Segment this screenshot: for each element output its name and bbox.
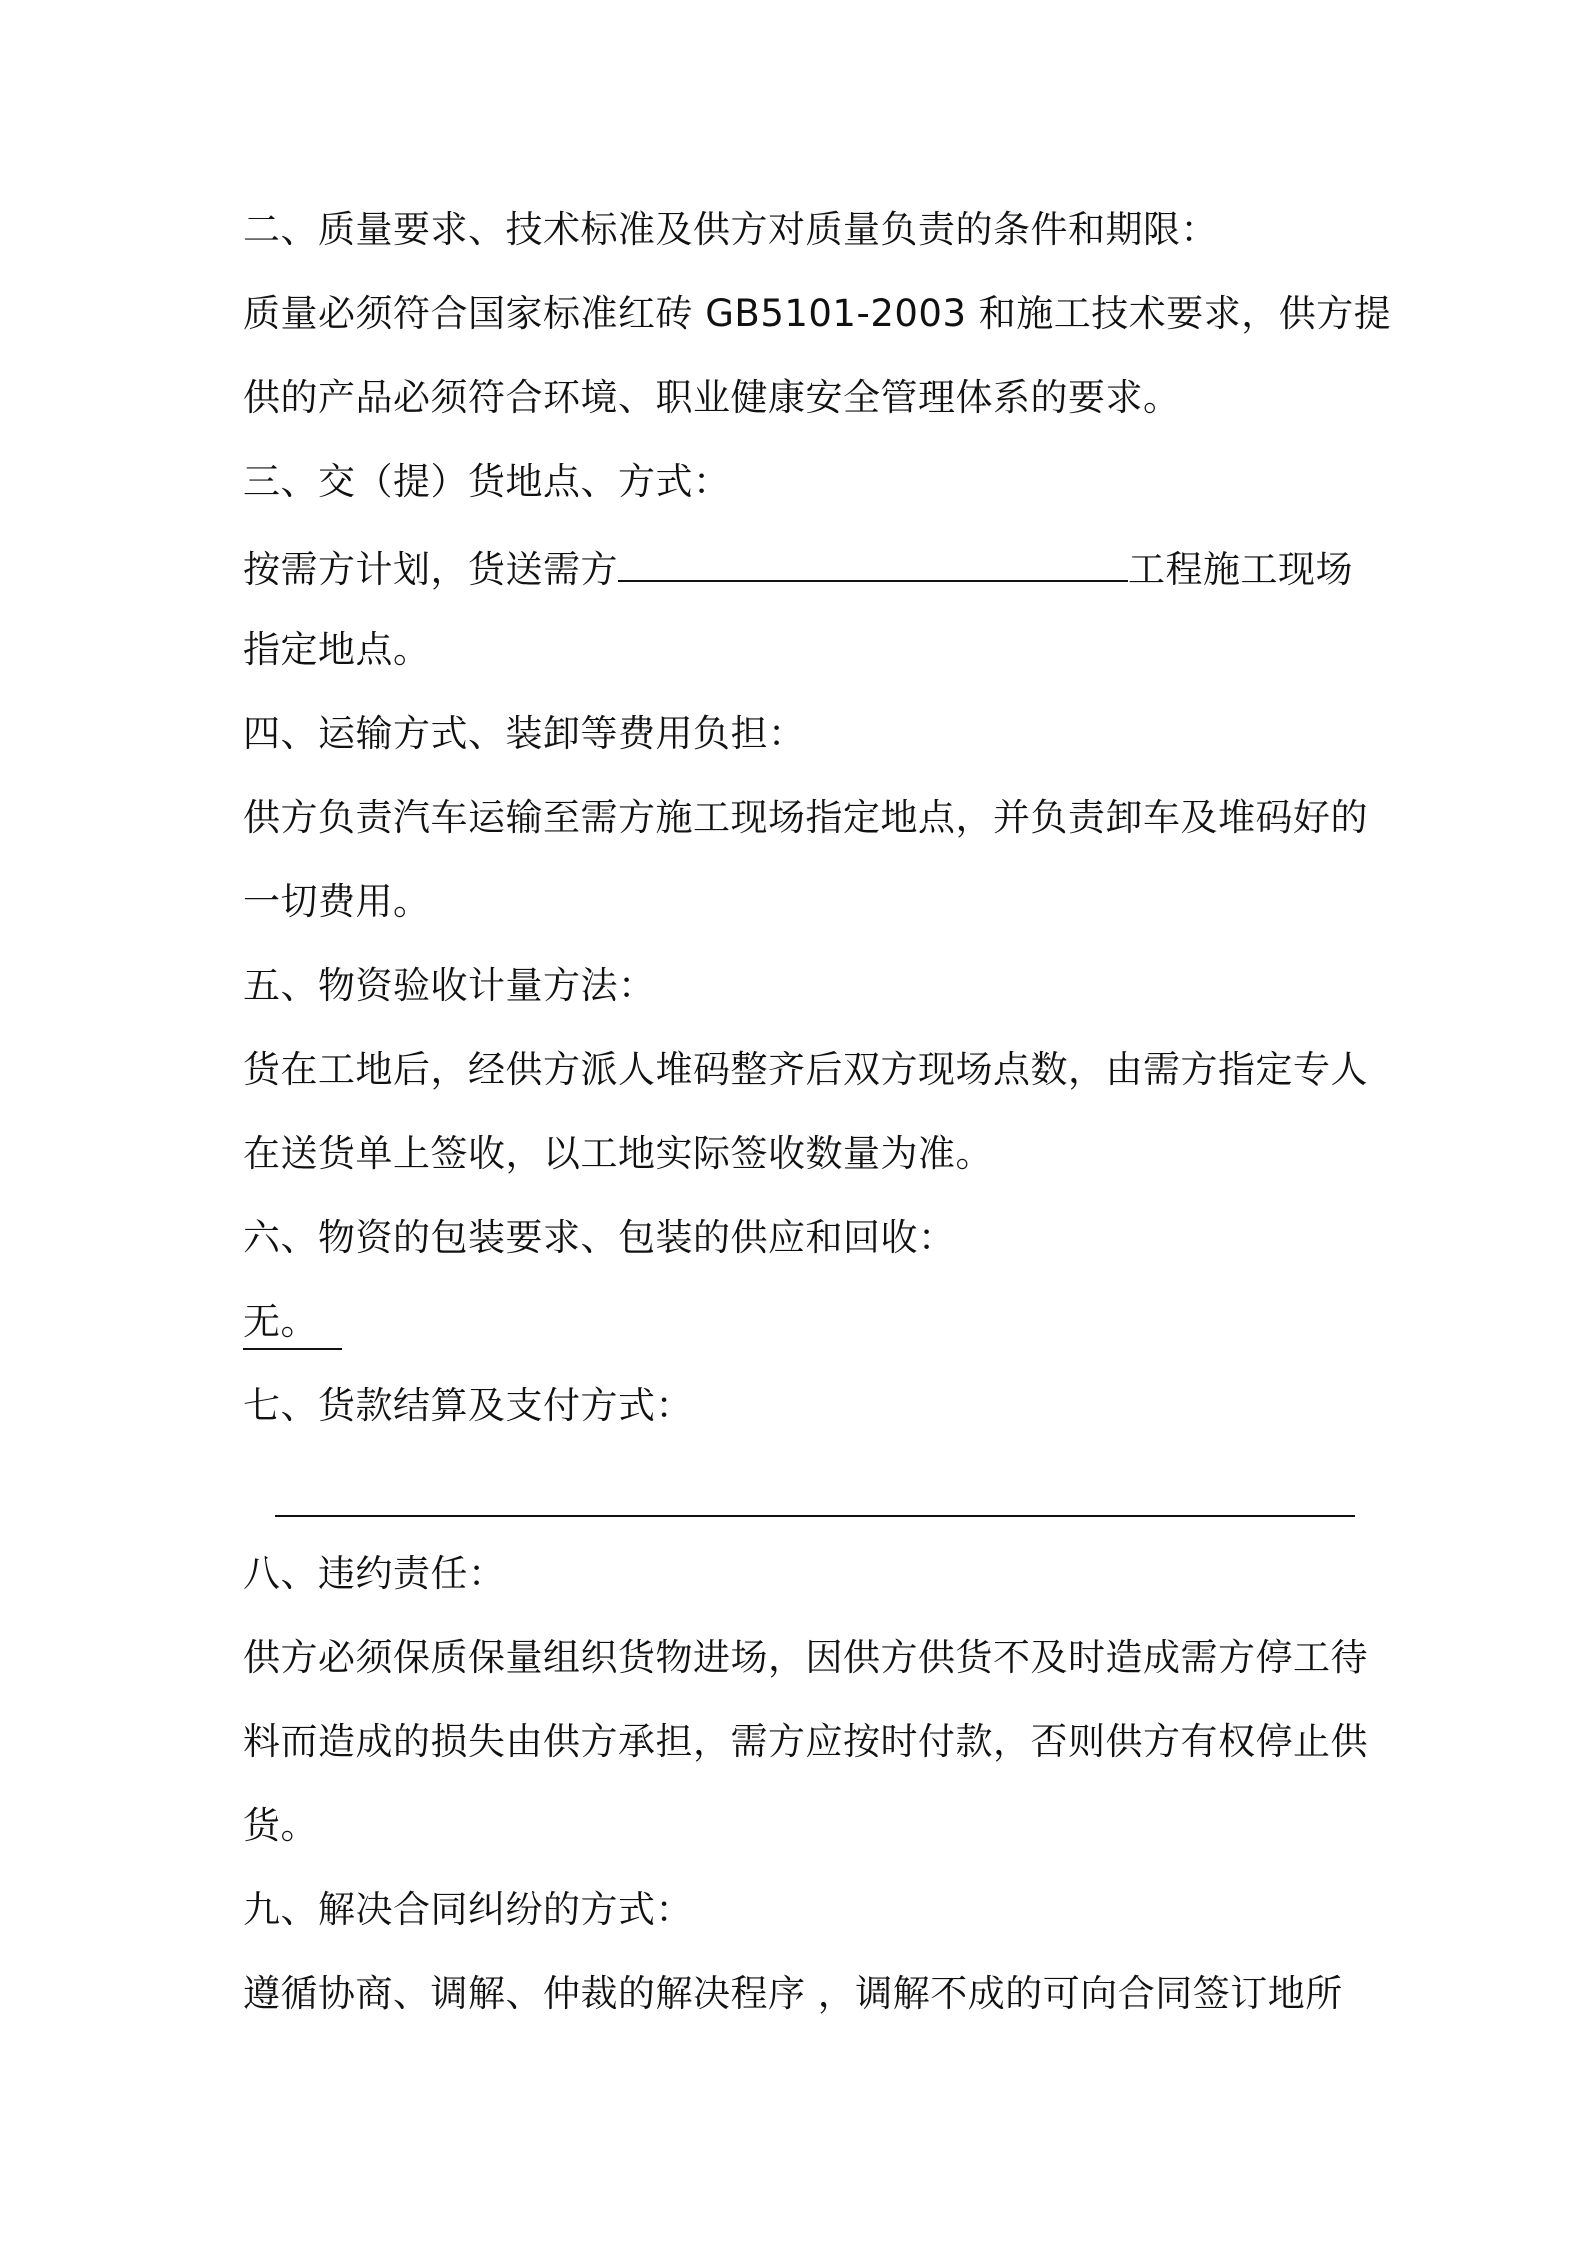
section-9-body-line-1: 遵循协商、调解、仲裁的解决程序 ，调解不成的可向合同签订地所 (243, 1972, 1343, 2015)
section-8-body-line-1: 供方必须保质保量组织货物进场，因供方供货不及时造成需方停工待 (243, 1636, 1368, 1679)
section-4-heading: 四、运输方式、装卸等费用负担： (243, 712, 806, 755)
section-8-body-line-2: 料而造成的损失由供方承担，需方应按时付款，否则供方有权停止供 (243, 1720, 1368, 1763)
section-3-body-suffix: 工程施工现场 (1128, 548, 1353, 591)
packaging-answer: 无。 (243, 1296, 342, 1350)
section-9-heading: 九、解决合同纠纷的方式： (243, 1888, 693, 1931)
section-6-body-line-1 (243, 1296, 342, 1350)
section-3-body-prefix: 按需方计划，货送需方 (243, 548, 618, 591)
section-5-body-line-2: 在送货单上签收，以工地实际签收数量为准。 (243, 1132, 993, 1175)
section-6-heading: 六、物资的包装要求、包装的供应和回收： (243, 1216, 956, 1259)
section-2-body-line-2: 供的产品必须符合环境、职业健康安全管理体系的要求。 (243, 376, 1181, 419)
section-4-body-line-2: 一切费用。 (243, 880, 431, 923)
section-4-body-line-1: 供方负责汽车运输至需方施工现场指定地点，并负责卸车及堆码好的 (243, 796, 1368, 839)
section-8-heading: 八、违约责任： (243, 1552, 506, 1595)
payment-terms-blank-line[interactable] (275, 1515, 1355, 1517)
section-3-body-line-2: 指定地点。 (243, 628, 431, 671)
section-8-body-line-3: 货。 (243, 1804, 318, 1847)
section-5-body-line-1: 货在工地后，经供方派人堆码整齐后双方现场点数，由需方指定专人 (243, 1048, 1368, 1091)
section-5-heading: 五、物资验收计量方法： (243, 964, 656, 1007)
section-7-heading: 七、货款结算及支付方式： (243, 1384, 693, 1427)
section-3-heading: 三、交（提）货地点、方式： (243, 460, 731, 503)
section-2-heading: 二、质量要求、技术标准及供方对质量负责的条件和期限： (243, 208, 1218, 251)
delivery-location-blank[interactable] (618, 540, 1128, 582)
section-2-body-line-1: 质量必须符合国家标准红砖 GB5101-2003 和施工技术要求，供方提 (243, 292, 1392, 335)
section-3-body-line-1 (243, 540, 1353, 596)
